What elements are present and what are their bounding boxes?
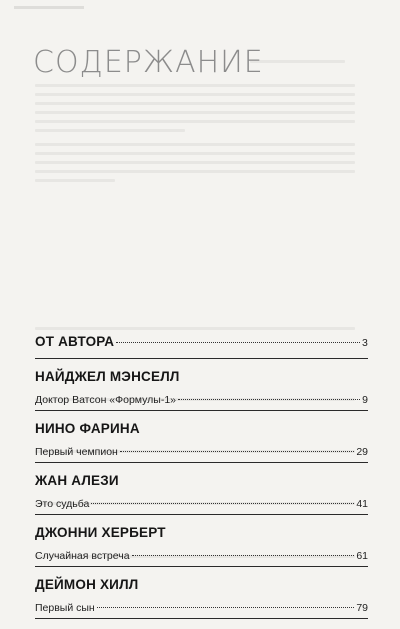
- toc-author-name: ЖАН АЛЕЗИ: [35, 473, 119, 488]
- leader-dots: [178, 399, 360, 400]
- toc-chapter-line: [35, 602, 368, 615]
- bleed-through-text: [250, 60, 345, 63]
- bleed-through-text: [35, 102, 355, 105]
- leader-dots: [120, 451, 354, 452]
- divider-rule: [35, 514, 368, 515]
- toc-author-name: НИНО ФАРИНА: [35, 421, 140, 436]
- toc-author: [35, 525, 368, 541]
- divider-rule: [35, 566, 368, 567]
- toc-chapter-title: Доктор Ватсон «Формулы-1»: [35, 394, 177, 406]
- toc-chapter-line: [35, 394, 368, 407]
- toc-entry: [35, 525, 368, 567]
- toc-entry: [35, 421, 368, 463]
- toc-chapter-page: 79: [356, 602, 368, 614]
- toc-entry-intro: [35, 334, 368, 359]
- table-of-contents: [35, 334, 368, 629]
- page-title: СОДЕРЖАНИЕ: [33, 45, 264, 80]
- divider-rule: [35, 410, 368, 411]
- toc-author: [35, 473, 368, 489]
- bleed-through-text: [35, 129, 185, 132]
- toc-entry: [35, 369, 368, 411]
- bleed-through-text: [35, 143, 355, 146]
- toc-author-name: ДЕЙМОН ХИЛЛ: [35, 577, 139, 592]
- divider-rule: [35, 462, 368, 463]
- leader-dots: [132, 555, 355, 556]
- bleed-through-text: [35, 161, 355, 164]
- toc-author: [35, 421, 368, 437]
- toc-chapter-page: 9: [362, 394, 368, 406]
- toc-chapter-title: Первый сын: [35, 602, 95, 614]
- toc-chapter-page: 41: [356, 498, 368, 510]
- toc-intro-label: ОТ АВТОРА: [35, 334, 115, 349]
- toc-chapter-page: 61: [356, 550, 368, 562]
- bleed-through-text: [35, 327, 355, 330]
- toc-entry: [35, 577, 368, 619]
- toc-author: [35, 369, 368, 385]
- bleed-through-text: [35, 152, 355, 155]
- leader-dots: [97, 607, 355, 608]
- leader-dots: [91, 503, 354, 504]
- bleed-through-text: [35, 93, 355, 96]
- toc-chapter-line: [35, 446, 368, 459]
- toc-entry: [35, 473, 368, 515]
- toc-chapter-line: [35, 498, 368, 511]
- toc-chapter-title: Первый чемпион: [35, 446, 118, 458]
- toc-chapter-page: 29: [356, 446, 368, 458]
- toc-intro-line: [35, 334, 368, 350]
- toc-chapter-title: Случайная встреча: [35, 550, 130, 562]
- toc-intro-page: 3: [361, 337, 368, 349]
- toc-author-name: НАЙДЖЕЛ МЭНСЕЛЛ: [35, 369, 180, 384]
- toc-author: [35, 577, 368, 593]
- bleed-through-text: [35, 179, 115, 182]
- bleed-through-text: [35, 84, 355, 87]
- toc-author-name: ДЖОННИ ХЕРБЕРТ: [35, 525, 166, 540]
- toc-chapter-title: Это судьба: [35, 498, 90, 510]
- bleed-through-text: [35, 170, 355, 173]
- running-head-bleed: [14, 6, 84, 9]
- toc-chapter-line: [35, 550, 368, 563]
- bleed-through-text: [35, 111, 355, 114]
- leader-dots: [116, 342, 360, 343]
- divider-rule: [35, 358, 368, 359]
- bleed-through-text: [35, 120, 355, 123]
- divider-rule: [35, 618, 368, 619]
